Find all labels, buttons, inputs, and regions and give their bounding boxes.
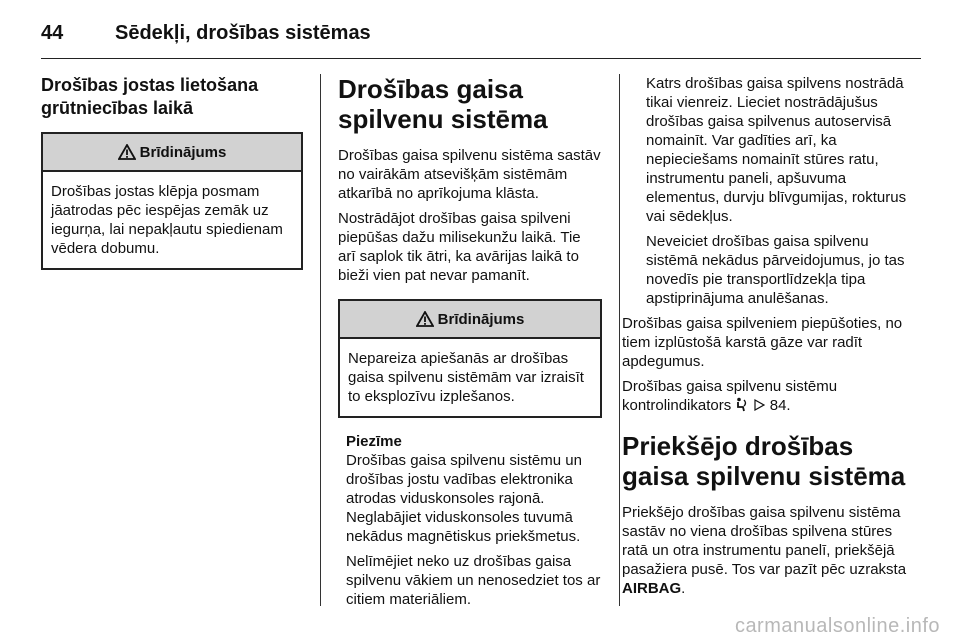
section-heading: Priekšējo drošības gaisa spilvenu sistēma bbox=[622, 431, 906, 491]
indented-paragraph: Katrs drošības gaisa spilvens nostrādā tikai vienreiz. Lieciet nostrādājušus drošības gaisa spilvenus autoservisā nomainīt. Var gadīties arī, ka nepieciešams nomainīt stūres ratu, instrumentu paneli, apšuvuma elementus, durvju blīvgumijas, rokturus vai sēdekļus. bbox=[646, 75, 907, 225]
page-reference-arrow-icon bbox=[754, 399, 765, 411]
paragraph-text: Priekšējo drošības gaisa spilvenu sistēma sastāv no viena drošības spilvena stūres ratā un otra instrumentu panelī, priekšējā pasažiera pusē. Tos var pazīt pēc uzraksta bbox=[622, 504, 907, 578]
column-divider bbox=[619, 74, 620, 606]
warning-header bbox=[43, 134, 301, 172]
paragraph bbox=[622, 503, 908, 598]
warning-text: Nepareiza apiešanās ar drošības gaisa spilvenu sistēmām var izraisīt to eksplozīvu izplešanos. bbox=[348, 350, 584, 405]
page-header bbox=[41, 14, 921, 54]
paragraph-end: . bbox=[681, 580, 686, 597]
right-column bbox=[622, 74, 908, 604]
section-heading: Drošības jostas lietošana grūtniecības laikā bbox=[41, 75, 259, 118]
airbag-seat-icon bbox=[735, 397, 748, 412]
paragraph: Drošības gaisa spilvenu sistēma sastāv no vairākām atsevišķām sistēmām atkarībā no aprīkojuma klāsta. bbox=[338, 147, 601, 202]
column-divider bbox=[320, 74, 321, 606]
paragraph bbox=[622, 377, 908, 415]
page-number: 44 bbox=[41, 22, 64, 44]
page-title: Sēdekļi, drošības sistēmas bbox=[115, 22, 371, 44]
middle-column bbox=[338, 74, 602, 615]
airbag-label: AIRBAG bbox=[622, 580, 682, 597]
header-rule bbox=[41, 58, 921, 59]
left-column bbox=[41, 74, 303, 284]
warning-box bbox=[41, 132, 303, 270]
paragraph: Nostrādājot drošības gaisa spilveni piepūšas dažu milisekunžu laikā. Tie arī saplok tik ātri, ka avārijas laikā to bieži vien pat nevar pamanīt. bbox=[338, 210, 581, 284]
note-paragraph: Drošības gaisa spilvenu sistēmu un drošības jostu vadības elektronika atrodas viduskonsoles rajonā. Neglabājiet viduskonsoles tuvumā nekādus magnētiskus priekšmetus. bbox=[346, 452, 582, 545]
warning-header bbox=[340, 301, 600, 339]
section-heading: Drošības gaisa spilvenu sistēma bbox=[338, 74, 548, 134]
watermark: carmanualsonline.info bbox=[734, 615, 940, 637]
warning-triangle-icon bbox=[416, 311, 434, 327]
paragraph-text: Drošības gaisa spilvenu sistēmu kontrolindikators bbox=[622, 378, 838, 414]
page-reference: 84. bbox=[769, 397, 791, 414]
warning-triangle-icon bbox=[118, 144, 136, 160]
note-paragraph: Nelīmējiet neko uz drošības gaisa spilvenu vākiem un nenosedziet tos ar citiem materiāliem. bbox=[346, 553, 601, 608]
warning-title: Brīdinājums bbox=[139, 143, 227, 161]
note-title: Piezīme bbox=[346, 433, 402, 450]
warning-box bbox=[338, 299, 602, 418]
warning-title: Brīdinājums bbox=[437, 310, 525, 328]
warning-text: Drošības jostas klēpja posmam jāatrodas pēc iespējas zemāk uz iegurņa, lai nepakļautu spiedienam vēdera dobumu. bbox=[51, 183, 283, 257]
paragraph: Drošības gaisa spilveniem piepūšoties, no tiem izplūstošā karstā gāze var radīt apdegumus. bbox=[622, 315, 903, 370]
indented-paragraph: Neveiciet drošības gaisa spilvenu sistēmā nekādus pārveidojumus, jo tas novedīs pie transportlīdzekļa tipa apstiprinājuma anulēšanas. bbox=[646, 233, 905, 307]
